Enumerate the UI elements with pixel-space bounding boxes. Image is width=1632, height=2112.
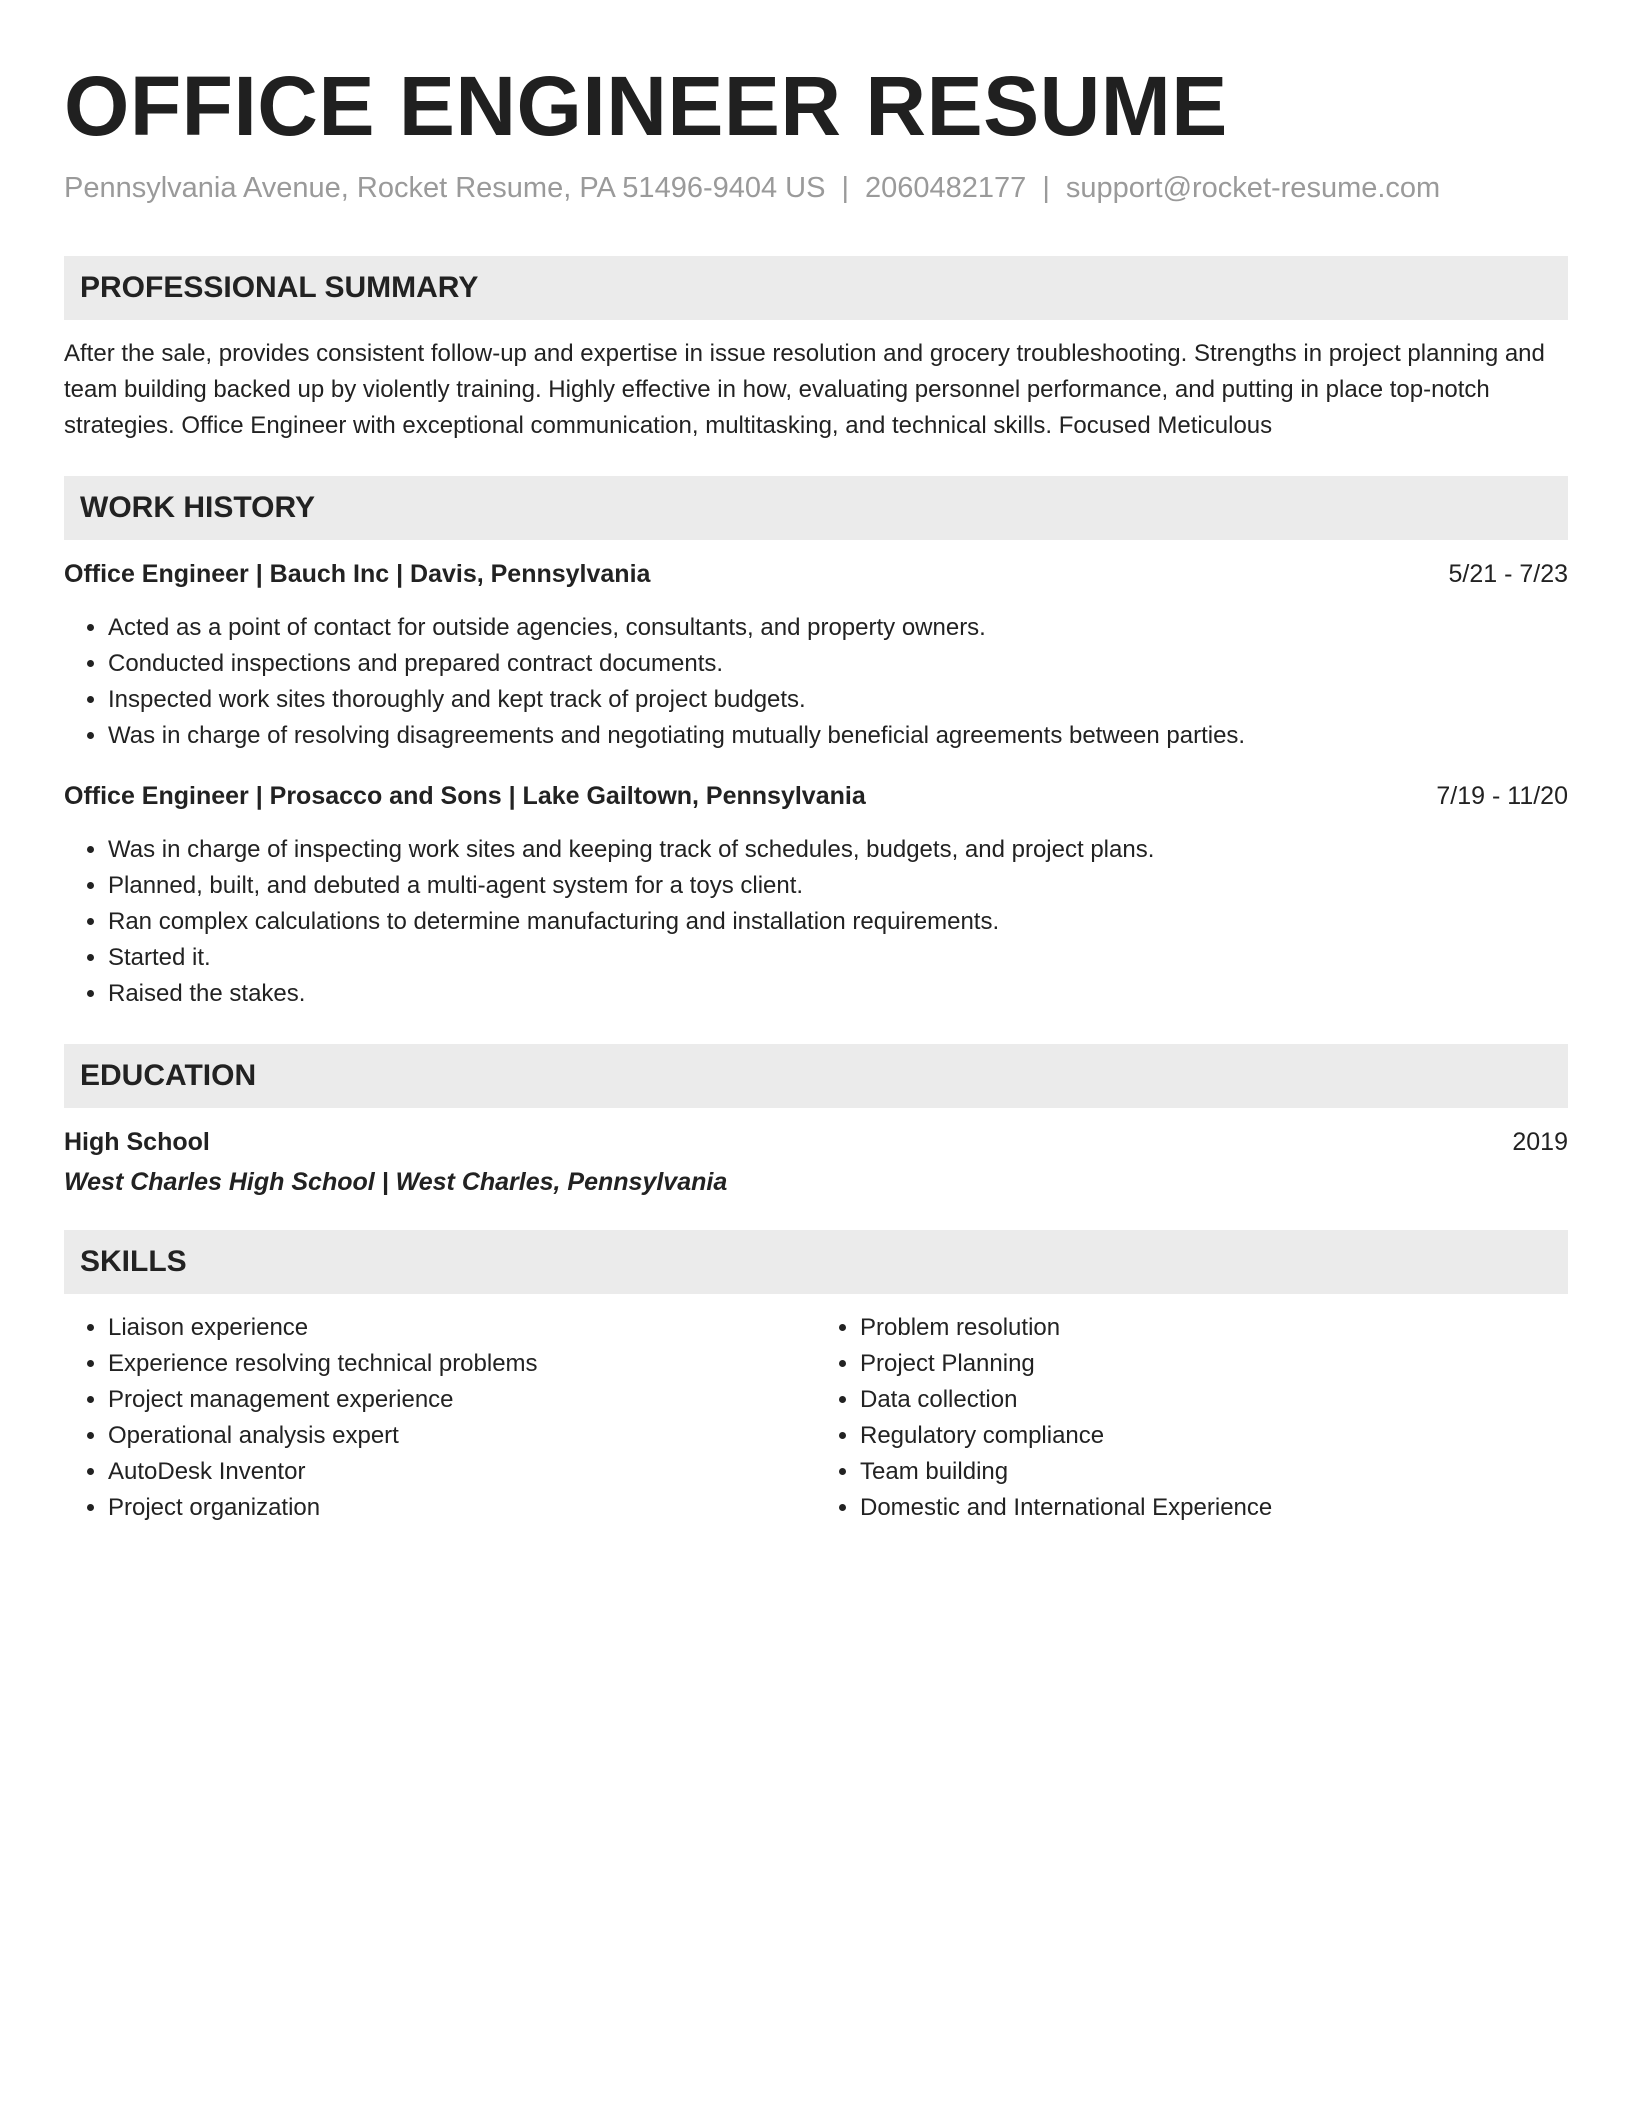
- work-history-heading: WORK HISTORY: [64, 476, 1568, 540]
- skills-column-right: [816, 1310, 1568, 1526]
- contact-separator: |: [841, 172, 850, 204]
- summary-text: After the sale, provides consistent follow-up and expertise in issue resolution and grocery troubleshooting. Strengths in project planning and team building backed up by violently training. Highly effective in how, evaluating personnel performance, and putting in place top-notch strategies. Office Engineer with exceptional communication, multitasking, and technical skills. Focused Meticulous: [64, 340, 1545, 439]
- education-header: [64, 1124, 1568, 1160]
- resume-title: OFFICE ENGINEER RESUME: [64, 59, 1228, 153]
- job-entry: [64, 778, 1568, 1012]
- contact-phone: 2060482177: [865, 172, 1027, 204]
- skill-item: • Project management experience: [108, 1382, 816, 1418]
- contact-address: Pennsylvania Avenue, Rocket Resume, PA 51496-9404 US: [64, 172, 826, 204]
- job-bullet: • Was in charge of inspecting work sites and keeping track of schedules, budgets, and project plans.: [108, 832, 1568, 868]
- contact-line: [64, 170, 1568, 206]
- skills-list: [64, 1310, 816, 1526]
- job-bullet-list: [64, 832, 1568, 1012]
- job-entry: [64, 556, 1568, 754]
- job-bullet: • Ran complex calculations to determine manufacturing and installation requirements.: [108, 904, 1568, 940]
- skill-item: • AutoDesk Inventor: [108, 1454, 816, 1490]
- skill-item: • Domestic and International Experience: [860, 1490, 1568, 1526]
- skill-item: • Team building: [860, 1454, 1568, 1490]
- skill-item: • Experience resolving technical problems: [108, 1346, 816, 1382]
- skill-item: • Data collection: [860, 1382, 1568, 1418]
- job-bullet: • Acted as a point of contact for outside agencies, consultants, and property owners.: [108, 610, 1568, 646]
- job-dates: 7/19 - 11/20: [1436, 782, 1568, 810]
- education-degree: High School: [64, 1128, 210, 1156]
- skill-item: • Operational analysis expert: [108, 1418, 816, 1454]
- job-bullet: • Conducted inspections and prepared contract documents.: [108, 646, 1568, 682]
- job-title: Office Engineer | Prosacco and Sons | Lake Gailtown, Pennsylvania: [64, 782, 866, 810]
- skills-list: [816, 1310, 1568, 1526]
- skills-heading: SKILLS: [64, 1230, 1568, 1294]
- skills-column-left: [64, 1310, 816, 1526]
- skill-item: • Problem resolution: [860, 1310, 1568, 1346]
- job-title: Office Engineer | Bauch Inc | Davis, Pennsylvania: [64, 560, 651, 588]
- skill-item: • Project organization: [108, 1490, 816, 1526]
- education-year: 2019: [1512, 1128, 1568, 1156]
- job-bullet: • Started it.: [108, 940, 1568, 976]
- job-bullet: • Inspected work sites thoroughly and kept track of project budgets.: [108, 682, 1568, 718]
- skill-item: • Project Planning: [860, 1346, 1568, 1382]
- contact-email: support@rocket-resume.com: [1065, 172, 1441, 204]
- job-bullet-list: [64, 610, 1568, 754]
- skills-grid: [64, 1310, 1568, 1526]
- job-bullet: • Planned, built, and debuted a multi-agent system for a toys client.: [108, 868, 1568, 904]
- skill-item: • Regulatory compliance: [860, 1418, 1568, 1454]
- education-school: West Charles High School | West Charles, Pennsylvania: [64, 1168, 728, 1196]
- job-header: [64, 778, 1568, 814]
- job-header: [64, 556, 1568, 592]
- education-heading: EDUCATION: [64, 1044, 1568, 1108]
- job-bullet: • Was in charge of resolving disagreements and negotiating mutually beneficial agreements between parties.: [108, 718, 1568, 754]
- job-dates: 5/21 - 7/23: [1448, 560, 1568, 588]
- summary-heading: PROFESSIONAL SUMMARY: [64, 256, 1568, 320]
- contact-separator: |: [1042, 172, 1050, 204]
- skill-item: • Liaison experience: [108, 1310, 816, 1346]
- job-bullet: • Raised the stakes.: [108, 976, 1568, 1012]
